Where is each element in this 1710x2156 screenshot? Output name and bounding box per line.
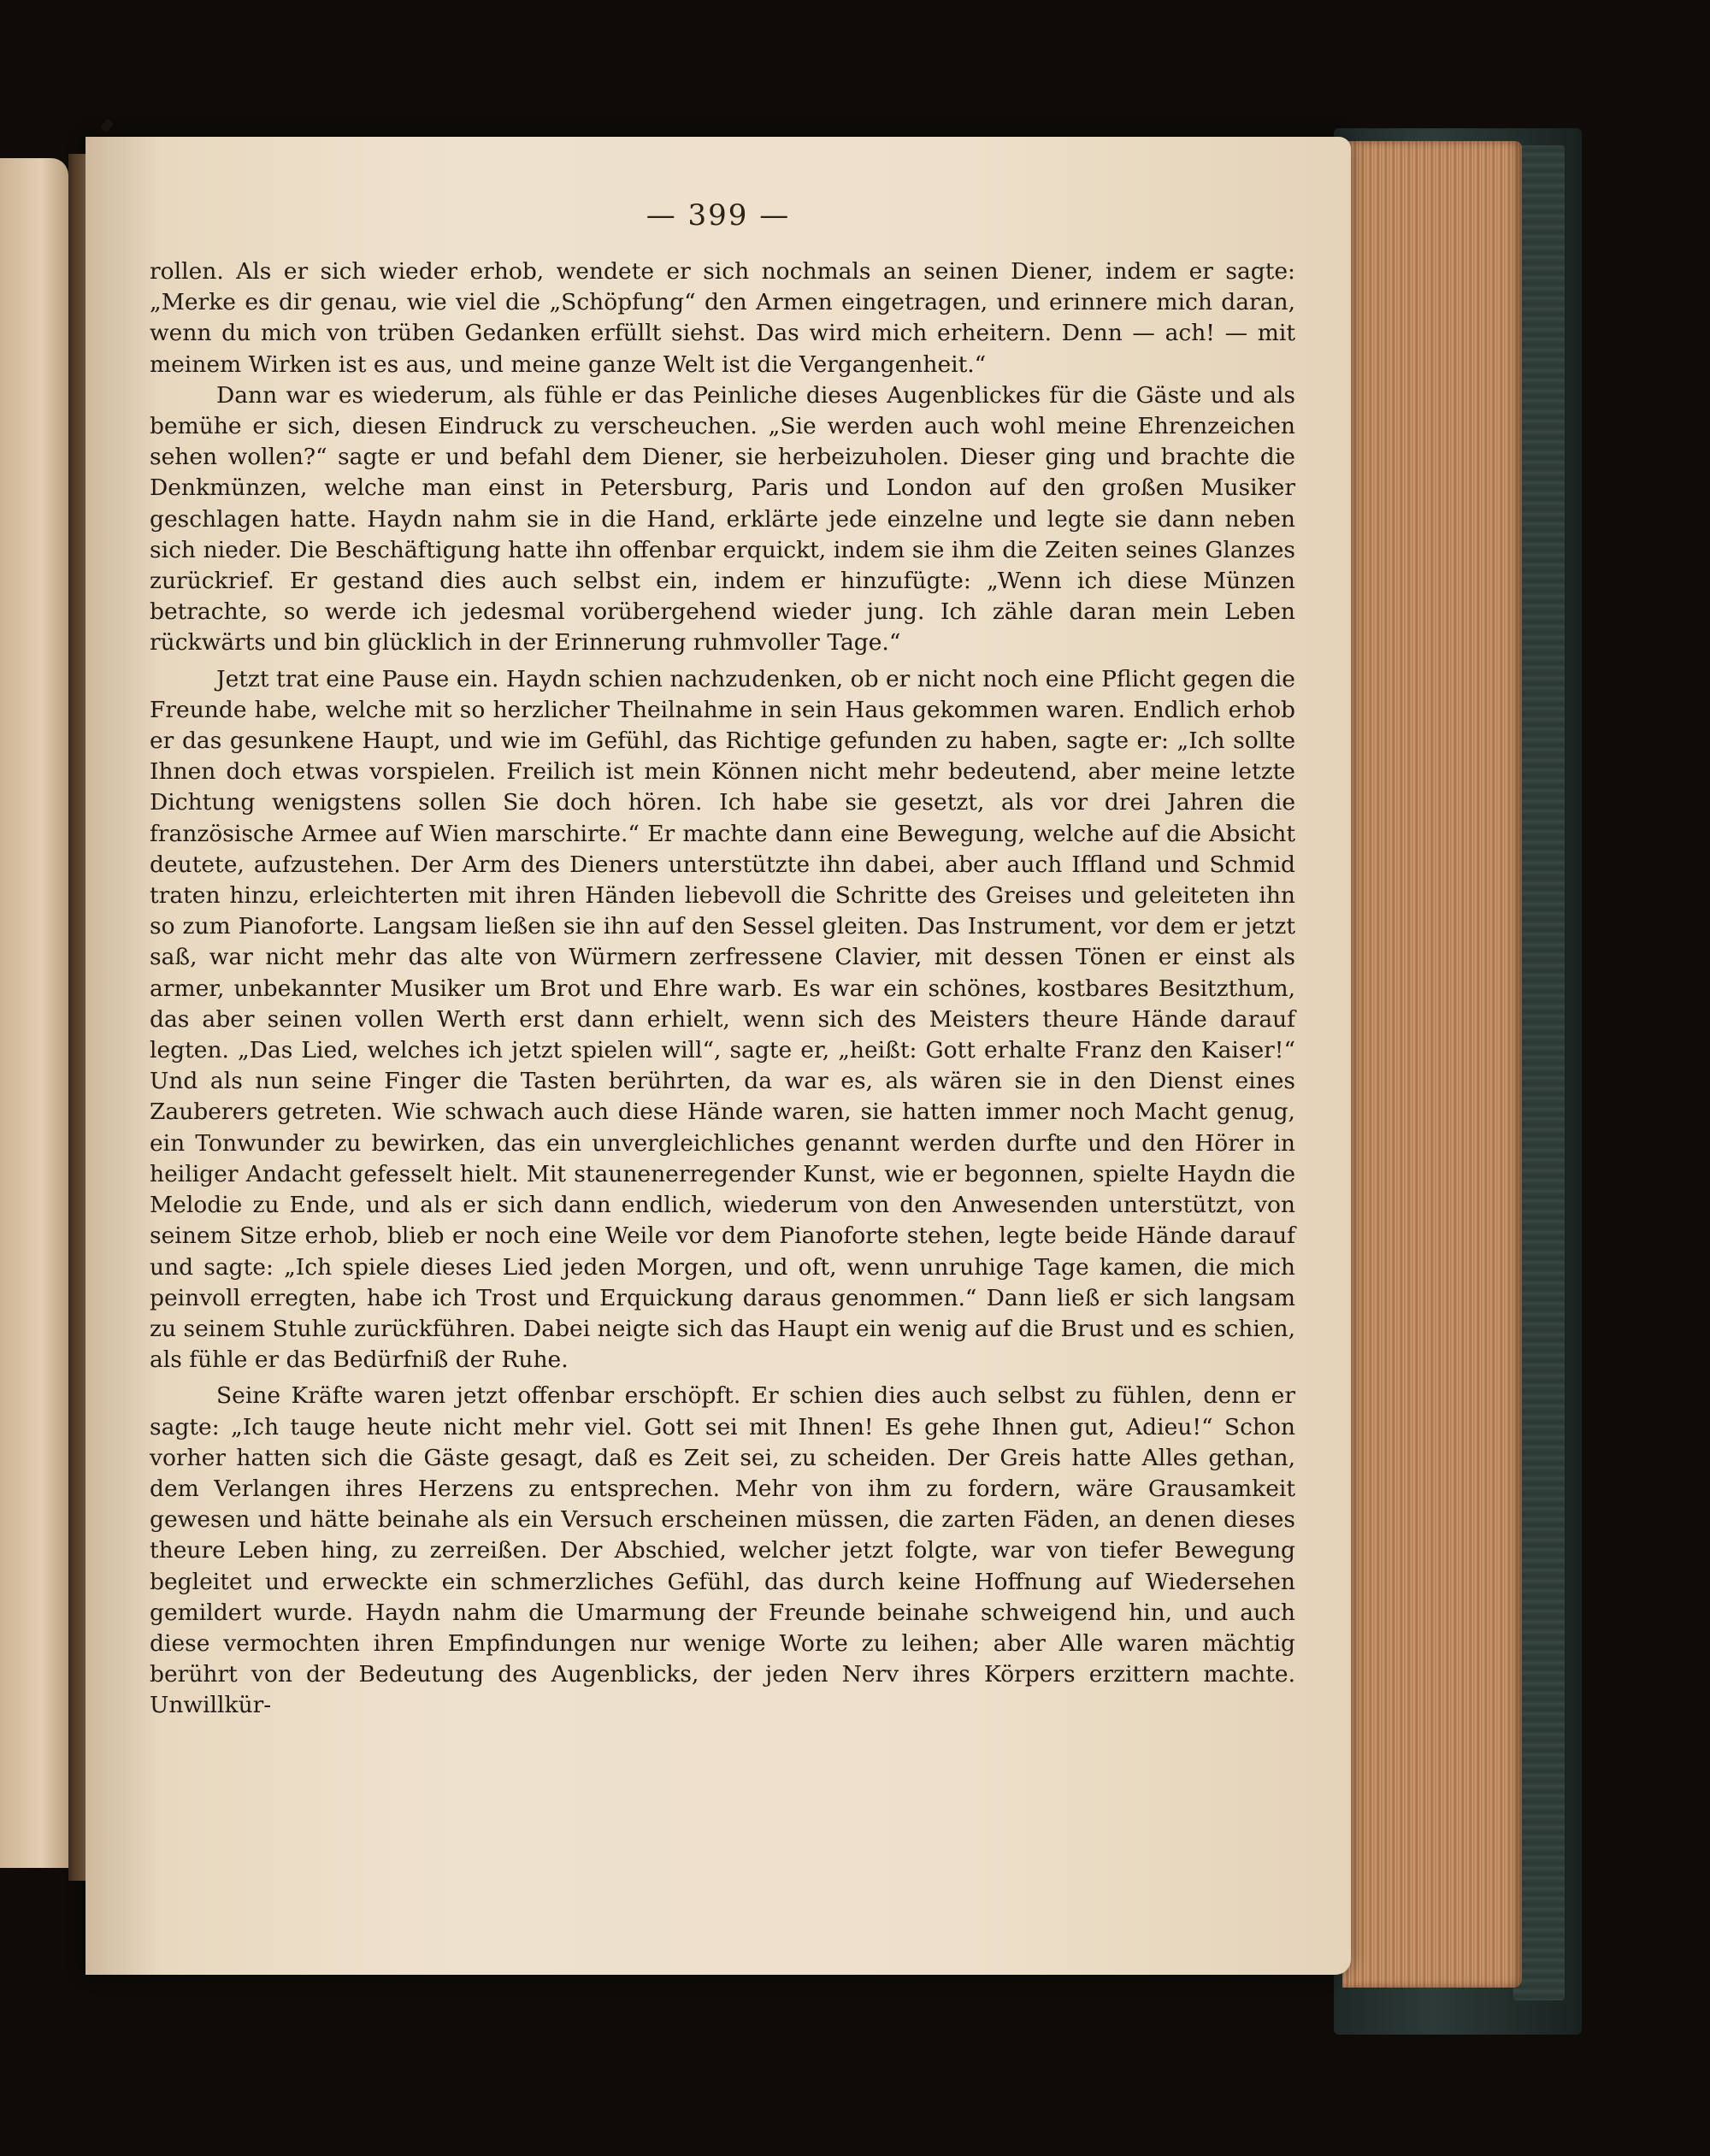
paragraph-3: Jetzt trat eine Pause ein. Haydn schien nachzudenken, ob er nicht noch eine Pflicht gegen die Freunde habe, welche mit so herzlicher Theilnahme in sein Haus gekommen waren. Endlich erhob er das gesunkene Haupt, und wie im Gefühl, das Richtige gefunden zu haben, sagte er: „Ich sollte Ihnen doch etwas vorspielen. Freilich ist mein Können nicht mehr bedeutend, aber meine letzte Dichtung wenigstens sollen Sie doch hören. Ich habe sie gesetzt, als vor drei Jahren die französische Armee auf Wien marschirte.“ Er machte dann eine Bewegung, welche auf die Absicht deutete, aufzustehen. Der Arm des Dieners unterstützte ihn dabei, aber auch Iffland und Schmid traten hinzu, erleichterten mit ihren Händen liebevoll die Schritte des Greises und geleiteten ihn so zum Pianoforte. Langsam ließen sie ihn auf den Sessel gleiten. Das Instrument, vor dem er jetzt saß, war nicht mehr das alte von Würmern zerfressene Clavier, mit dessen Tönen er einst als armer, unbekannter Musiker um Brot und Ehre warb. Es war ein schönes, kostbares Besitzthum, das aber seinen vollen Werth erst dann erhielt, wenn sich des Meisters theure Hände darauf legten. „Das Lied, welches ich jetzt spielen will“, sagte er, „heißt: Gott erhalte Franz den Kaiser!“ Und als nun seine Finger die Tasten berührten, da war es, als wären sie in den Dienst eines Zauberers getreten. Wie schwach auch diese Hände waren, sie hatten immer noch Macht genug, ein Tonwunder zu bewirken, das ein unvergleichliches genannt werden durfte und den Hörer in heiliger Andacht gefesselt hielt. Mit staunenerregender Kunst, wie er begonnen, spielte Haydn die Melodie zu Ende, und als er sich dann endlich, wiederum von den Anwesenden unterstützt, von seinem Sitze erhob, blieb er noch eine Weile vor dem Pianoforte stehen, legte beide Hände darauf und sagte: „Ich spiele dieses Lied jeden Morgen, und oft, wenn unruhige Tage kamen, die mich peinvoll erregten, habe ich Trost und Erquickung daraus genommen.“ Dann ließ er sich langsam zu seinem Stuhle zurückführen. Dabei neigte sich das Haupt ein wenig auf die Brust und es schien, als fühle er das Bedürfniß der Ruhe.	[150, 665, 1295, 1374]
stray-ink-mark	[100, 118, 115, 133]
book-page-right	[86, 137, 1351, 1975]
paragraph-1: rollen. Als er sich wieder erhob, wendete er sich nochmals an seinen Diener, indem er sagte: „Merke es dir genau, wie viel die „Schöpfung“ den Armen eingetragen, und erinnere mich daran, wenn du mich von trüben Gedanken erfüllt siehst. Das wird mich erheitern. Denn — ach! — mit meinem Wirken ist es aus, und meine ganze Welt ist die Vergangenheit.“	[150, 258, 1295, 378]
page-block-edges	[1342, 141, 1522, 1988]
page-body-text	[150, 256, 1295, 1722]
page-number: — 399 —	[646, 198, 791, 233]
paragraph-4: Seine Kräfte waren jetzt offenbar erschöpft. Er schien dies auch selbst zu fühlen, denn er sagte: „Ich tauge heute nicht mehr viel. Gott sei mit Ihnen! Es gehe Ihnen gut, Adieu!“ Schon vorher hatten sich die Gäste gesagt, daß es Zeit sei, zu scheiden. Der Greis hatte Alles gethan, dem Verlangen ihres Herzens zu entsprechen. Mehr von ihm zu fordern, wäre Grausamkeit gewesen und hätte beinahe als ein Versuch erscheinen müssen, die zarten Fäden, an denen dieses theure Leben hing, zu zerreißen. Der Abschied, welcher jetzt folgte, war von tiefer Bewegung begleitet und erweckte ein schmerzliches Gefühl, das durch keine Hoffnung auf Wiedersehen gemildert wurde. Haydn nahm die Umarmung der Freunde beinahe schweigend hin, und auch diese vermochten ihren Empfindungen nur wenige Worte zu leihen; aber Alle waren mächtig berührt von der Bedeutung des Augenblicks, der jeden Nerv ihres Körpers erzittern machte. Unwillkür-	[150, 1382, 1295, 1719]
left-page-edge	[0, 158, 68, 1868]
paragraph-2: Dann war es wiederum, als fühle er das Peinliche dieses Augenblickes für die Gäste und als bemühe er sich, diesen Eindruck zu verscheuchen. „Sie werden auch wohl meine Ehrenzeichen sehen wollen?“ sagte er und befahl dem Diener, sie herbeizuholen. Dieser ging und brachte die Denkmünzen, welche man einst in Petersburg, Paris und London auf den großen Musiker geschlagen hatte. Haydn nahm sie in die Hand, erklärte jede einzelne und legte sie dann neben sich nieder. Die Beschäftigung hatte ihn offenbar erquickt, indem sie ihm die Zeiten seines Glanzes zurückrief. Er gestand dies auch selbst ein, indem er hinzufügte: „Wenn ich diese Münzen betrachte, so werde ich jedesmal vorübergehend wieder jung. Ich zähle daran mein Leben rückwärts und bin glücklich in der Erinnerung ruhmvoller Tage.“	[150, 381, 1295, 657]
